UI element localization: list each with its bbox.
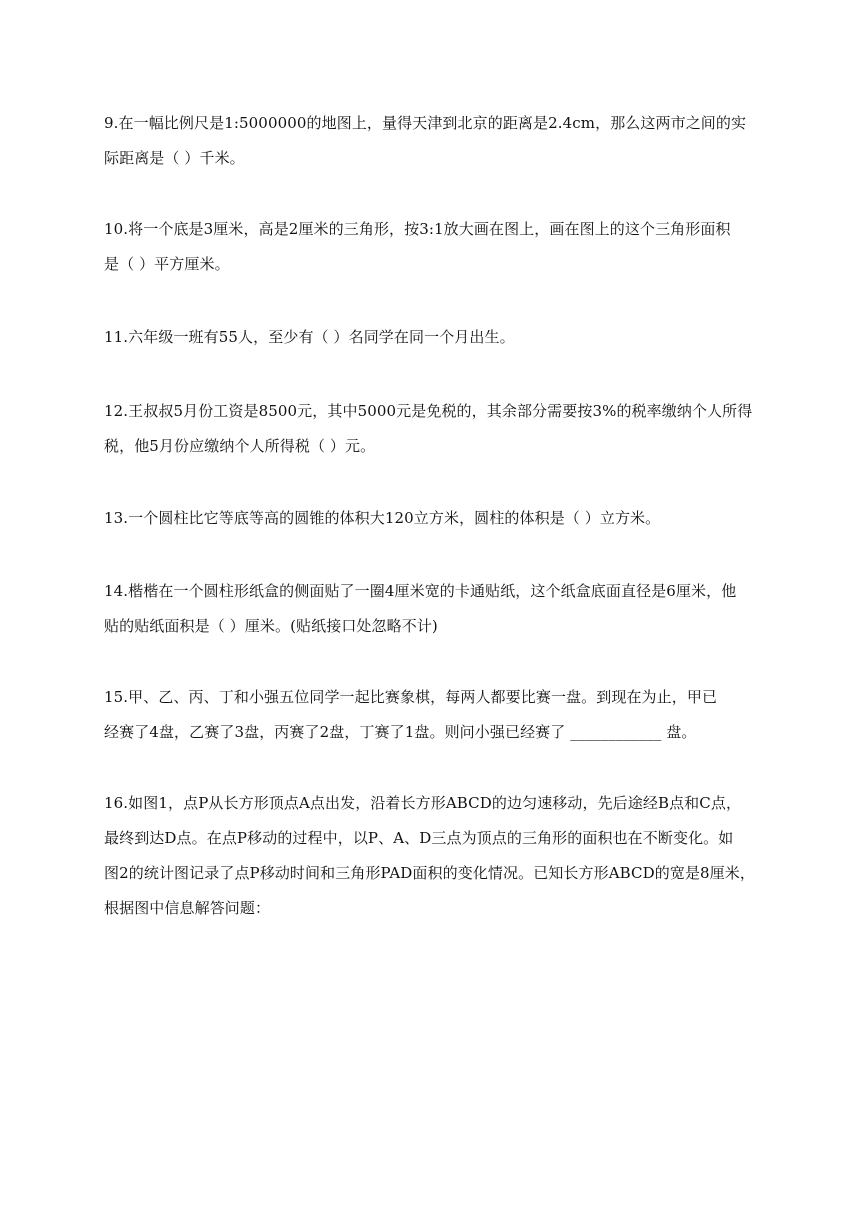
question-text-line: 是（ ）平方厘米。	[104, 255, 230, 273]
question-14	[104, 574, 772, 644]
question-text-line: 经赛了4盘，乙赛了3盘，丙赛了2盘，丁赛了1盘。则问小强已经赛了 ____________ 盘。	[104, 723, 697, 741]
question-11	[104, 320, 772, 355]
question-text-line: 最终到达D点。在点P移动的过程中，以P、A、D三点为顶点的三角形的面积也在不断变化。如	[104, 829, 734, 847]
question-text-line: 图2的统计图记录了点P移动时间和三角形PAD面积的变化情况。已知长方形ABCD的宽是8厘米，	[104, 864, 755, 882]
question-text-line: 12.王叔叔5月份工资是8500元，其中5000元是免税的，其余部分需要按3%的税率缴纳个人所得	[104, 402, 753, 420]
question-15	[104, 680, 772, 750]
question-10	[104, 212, 772, 282]
question-9	[104, 106, 772, 176]
question-text-line: 15.甲、乙、丙、丁和小强五位同学一起比赛象棋，每两人都要比赛一盘。到现在为止，甲已	[104, 688, 718, 706]
question-text-line: 9.在一幅比例尺是1:5000000的地图上，量得天津到北京的距离是2.4cm，那么这两市之间的实	[104, 114, 747, 132]
question-text-line: 10.将一个底是3厘米，高是2厘米的三角形，按3:1放大画在图上，画在图上的这个三角形面积	[104, 220, 731, 238]
question-16	[104, 786, 772, 926]
question-text-line: 贴的贴纸面积是（ ）厘米。(贴纸接口处忽略不计)	[104, 617, 438, 635]
question-text-line: 16.如图1，点P从长方形顶点A点出发，沿着长方形ABCD的边匀速移动，先后途经B点和C点，	[104, 794, 742, 812]
question-text-line: 税，他5月份应缴纳个人所得税（ ）元。	[104, 437, 376, 455]
question-12	[104, 394, 772, 464]
question-13	[104, 501, 772, 536]
question-text-line: 13.一个圆柱比它等底等高的圆锥的体积大120立方米，圆柱的体积是（ ）立方米。	[104, 509, 661, 527]
question-text-line: 根据图中信息解答问题：	[104, 899, 271, 917]
question-text-line: 际距离是（ ）千米。	[104, 149, 245, 167]
question-text-line: 14.楷楷在一个圆柱形纸盒的侧面贴了一圈4厘米宽的卡通贴纸，这个纸盒底面直径是6厘米，他	[104, 582, 737, 600]
question-text-line: 11.六年级一班有55人，至少有（ ）名同学在同一个月出生。	[104, 328, 515, 346]
